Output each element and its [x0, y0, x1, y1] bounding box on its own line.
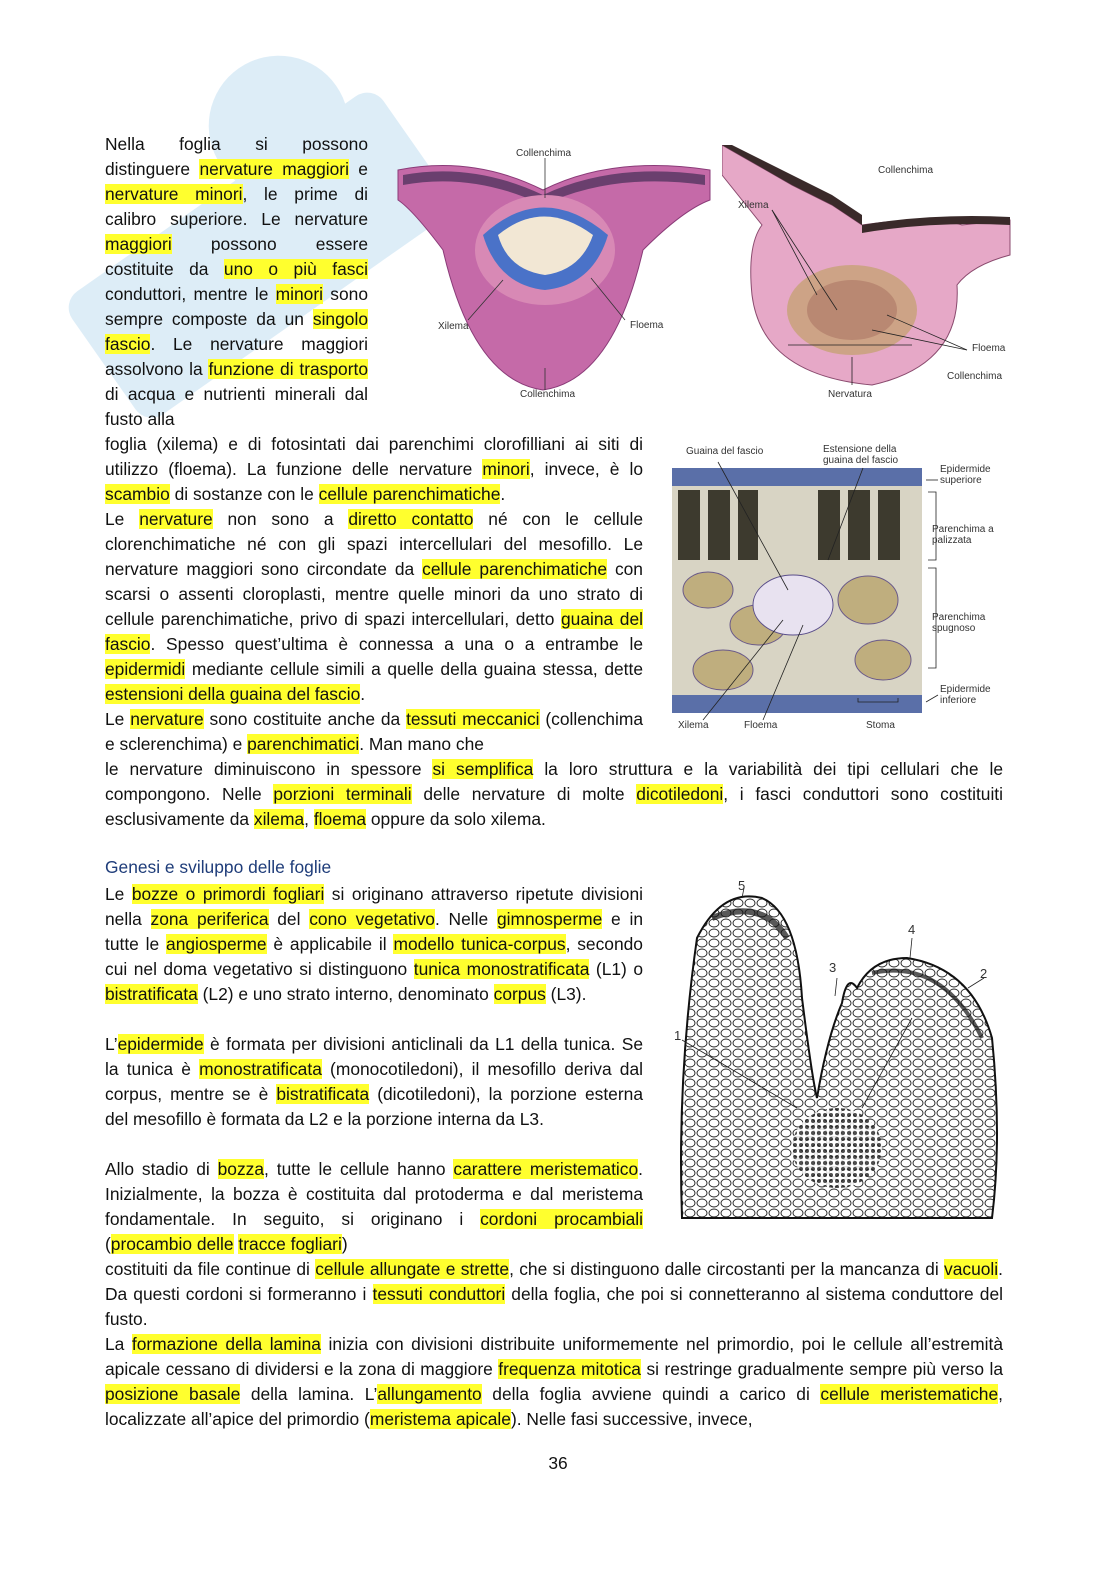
text-run: si originano attraverso ripetute divisioni nella [105, 884, 643, 929]
text-run: con scarsi o assenti cloroplasti, mentre quelle minori da uno strato di cellule parenchimatiche, privo di spazi intercellulari, detto [105, 559, 643, 629]
fig3-label-epi-inf: Epidermide inferiore [940, 684, 991, 706]
text-run: si restringe gradualmente sempre più verso la [640, 1359, 1003, 1379]
text-run: (dicotiledoni), la porzione esterna del mesofillo è formata da L2 e la porzione interna da L3. [105, 1084, 643, 1129]
highlighted-text: tessuti meccanici [406, 709, 540, 729]
highlighted-text: corpus [493, 984, 546, 1004]
paragraph-nervature-tessuti-cont [105, 757, 1003, 832]
text-run: (monocotiledoni), il mesofillo deriva dal corpus, mentre se è [105, 1059, 643, 1104]
fig3-label-floema: Floema [744, 720, 778, 731]
text-run: né con le cellule clorenchimatiche né con gli spazi intercellulari del mesofillo. Le nervature maggiori sono circondate da [105, 509, 643, 579]
text-run: della lamina. L’ [240, 1384, 378, 1404]
text-run: . Le nervature maggiori assolvono la [105, 334, 368, 379]
text-run: della foglia avviene quindi a carico di [481, 1384, 821, 1404]
highlighted-text: bozza [217, 1159, 265, 1179]
highlighted-text: epidermide [117, 1034, 204, 1054]
paragraph-nervature-tessuti [105, 707, 643, 757]
text-run: . Man mano che [359, 734, 484, 754]
fig3-label-spugnoso: Parenchima spugnoso [932, 612, 986, 634]
text-run: sono costituite anche da [203, 709, 407, 729]
text-run: , invece, è lo [529, 459, 643, 479]
page-number: 36 [548, 1453, 568, 1473]
highlighted-text: bistratificata [105, 984, 198, 1004]
paragraph-nervature-intro [105, 132, 368, 432]
highlighted-text: meristema apicale [369, 1409, 511, 1429]
highlighted-text: cellule parenchimatiche [422, 559, 607, 579]
fig4-label-1: 1 [674, 1028, 682, 1043]
text-run: sono sempre composte da un [105, 284, 368, 329]
fig3-label-palizzata: Parenchima a palizzata [932, 524, 994, 546]
text-run: la loro struttura e la variabilità dei tipi cellulari che le compongono. Nelle [105, 759, 1004, 804]
fig3-label-guaina: Guaina del fascio [686, 446, 764, 457]
highlighted-text: cellule parenchimatiche [318, 484, 501, 504]
paragraph-lamina [105, 1332, 1003, 1432]
fig3-label-estensione: Estensione della guaina del fascio [823, 444, 899, 466]
highlighted-text: si semplifica [432, 759, 534, 779]
highlighted-text: tessuti conduttori [372, 1284, 506, 1304]
highlighted-text: cellule allungate e strette [315, 1259, 510, 1279]
text-run: La [105, 1334, 132, 1354]
text-run: , le prime di calibro superiore. Le nervature [105, 184, 368, 229]
highlighted-text: porzioni terminali [273, 784, 412, 804]
highlighted-text: cordoni procambiali [480, 1209, 643, 1229]
text-run: Nella foglia si possono distinguere [105, 134, 368, 179]
text-run: conduttori, mentre le [105, 284, 276, 304]
text-run: costituiti da file continue di [105, 1259, 316, 1279]
highlighted-text: nervature maggiori [199, 159, 349, 179]
highlighted-text: estensioni della guaina del fascio [105, 684, 361, 704]
fig2-label-floema: Floema [972, 343, 1006, 354]
highlighted-text: nervature minori [105, 184, 243, 204]
text-run: e in tutte le [105, 909, 644, 954]
text-run: Le [105, 509, 140, 529]
text-run: ( [105, 1234, 111, 1254]
fig4-label-2: 2 [980, 966, 988, 981]
text-run: oppure da solo xilema. [366, 809, 546, 829]
paragraph-bozza-cont [105, 1257, 1003, 1332]
figure-leaf-primordia [672, 878, 1008, 1230]
highlighted-text: cellule meristematiche [820, 1384, 999, 1404]
text-run: ) [341, 1234, 348, 1254]
paragraph-primordi [105, 882, 643, 1007]
text-run: , che si distinguono dalle circostanti per la mancanza di [509, 1259, 945, 1279]
text-run: è applicabile il [266, 934, 394, 954]
highlighted-text: xilema [253, 809, 305, 829]
paragraph-epidermide [105, 1032, 643, 1132]
fig3-label-xilema: Xilema [678, 720, 709, 731]
fig4-label-5: 5 [738, 878, 746, 893]
highlighted-text: guaina del fascio [105, 609, 644, 654]
fig2-label-nervatura: Nervatura [828, 389, 872, 400]
text-run: e [348, 159, 368, 179]
text-run: . Da questi cordoni si formeranno i [105, 1259, 1003, 1304]
text-run: . Nelle [434, 909, 497, 929]
highlighted-text: epidermidi [105, 659, 186, 679]
highlighted-text: frequenza mitotica [498, 1359, 641, 1379]
text-run: (L2) e uno strato interno, denominato [197, 984, 494, 1004]
highlighted-text: angiosperme [166, 934, 267, 954]
highlighted-text: funzione di trasporto [208, 359, 368, 379]
highlighted-text: zona periferica [150, 909, 269, 929]
highlighted-text: carattere meristematico [453, 1159, 639, 1179]
highlighted-text: bistratificata [276, 1084, 370, 1104]
text-run: della foglia, che poi si connetteranno al sistema conduttore del fusto. [105, 1284, 1003, 1329]
figure-leaf-section [668, 440, 1008, 735]
text-run: ). Nelle fasi successive, invece, [510, 1409, 753, 1429]
figure-midrib-section [393, 140, 715, 410]
highlighted-text: bozze o primordi fogliari [131, 884, 325, 904]
text-run: delle nervature di molte [411, 784, 637, 804]
highlighted-text: minori [482, 459, 530, 479]
fig1-label-collenchima-bottom: Collenchima [520, 389, 576, 400]
highlighted-text: floema [313, 809, 367, 829]
text-run: (L1) o [589, 959, 644, 979]
text-run: , i fasci conduttori sono costituiti esclusivamente da [105, 784, 1004, 829]
figure-midrib-detail [722, 145, 1012, 405]
text-run: foglia (xilema) e di fotosintati dai parenchimi clorofilliani ai siti di utilizzo (floema). La funzione delle nervature [105, 434, 643, 479]
text-run: L’ [105, 1034, 118, 1054]
highlighted-text: scambio [105, 484, 170, 504]
paragraph-bozza [105, 1157, 643, 1257]
text-run: , secondo cui nel doma vegetativo si distinguono [105, 934, 643, 979]
highlighted-text: dicotiledoni [636, 784, 724, 804]
fig1-label-xilema: Xilema [438, 321, 469, 332]
text-run: , localizzate all’apice del primordio ( [105, 1384, 1003, 1429]
fig2-label-collenchima2: Collenchima [947, 371, 1003, 382]
text-run: Le [105, 884, 132, 904]
text-run: possono essere costituite da [105, 234, 368, 279]
text-run: (L3). [545, 984, 587, 1004]
text-run: non sono a [212, 509, 349, 529]
text-run: . Inizialmente, la bozza è costituita dal protoderma e dal meristema fondamentale. In seguito, si originano i [105, 1159, 644, 1229]
fig3-label-epi-sup: Epidermide superiore [940, 464, 991, 486]
text-run: . [500, 484, 506, 504]
fig4-label-3: 3 [829, 960, 837, 975]
highlighted-text: minori [275, 284, 324, 304]
text-run: del [268, 909, 310, 929]
highlighted-text: diretto contatto [348, 509, 474, 529]
highlighted-text: cono vegetativo [309, 909, 435, 929]
highlighted-text: posizione basale [105, 1384, 241, 1404]
section-heading: Genesi e sviluppo delle foglie [105, 857, 332, 877]
text-run: di sostanze con le [169, 484, 319, 504]
text-run: , [304, 809, 314, 829]
text-run: mediante cellule simili a quelle della guaina stessa, dette [185, 659, 643, 679]
text-run: inizia con divisioni distribuite uniformemente nel primordio, poi le cellule all’estremità apicale cessano di dividersi e la zona di maggiore [105, 1334, 1003, 1379]
highlighted-text: maggiori [105, 234, 172, 254]
highlighted-text: nervature [139, 509, 213, 529]
fig2-label-collenchima: Collenchima [878, 165, 934, 176]
highlighted-text: tracce fogliari [238, 1234, 342, 1254]
highlighted-text: tunica monostratificata [413, 959, 590, 979]
highlighted-text: uno o più fasci [223, 259, 368, 279]
highlighted-text: singolo fascio [105, 309, 368, 354]
text-run: Le [105, 709, 131, 729]
text-run: . Spesso quest’ultima è connessa a una o a entrambe le [150, 634, 643, 654]
text-run: . [360, 684, 366, 704]
highlighted-text: modello tunica-corpus [393, 934, 566, 954]
text-run: le nervature diminuiscono in spessore [105, 759, 433, 779]
highlighted-text: procambio delle [110, 1234, 234, 1254]
text-run: Allo stadio di [105, 1159, 218, 1179]
fig1-label-collenchima-top: Collenchima [516, 148, 572, 159]
text-run: (collenchima e sclerenchima) e [105, 709, 643, 754]
paragraph-nervature-contatto [105, 507, 643, 707]
highlighted-text: gimnosperme [496, 909, 603, 929]
highlighted-text: parenchimatici [247, 734, 360, 754]
fig4-label-4: 4 [908, 922, 916, 937]
text-run: , tutte le cellule hanno [264, 1159, 454, 1179]
highlighted-text: monostratificata [199, 1059, 322, 1079]
highlighted-text: vacuoli [944, 1259, 999, 1279]
highlighted-text: allungamento [377, 1384, 482, 1404]
fig2-label-xilema: Xilema [738, 200, 769, 211]
text-run: di acqua e nutrienti minerali dal fusto alla [105, 384, 368, 429]
fig3-label-stoma: Stoma [866, 720, 895, 731]
fig1-label-floema: Floema [630, 320, 664, 331]
paragraph-nervature-intro-cont [105, 432, 643, 507]
highlighted-text: nervature [130, 709, 204, 729]
highlighted-text: formazione della lamina [131, 1334, 321, 1354]
text-run: è formata per divisioni anticlinali da L1 della tunica. Se la tunica è [105, 1034, 643, 1079]
